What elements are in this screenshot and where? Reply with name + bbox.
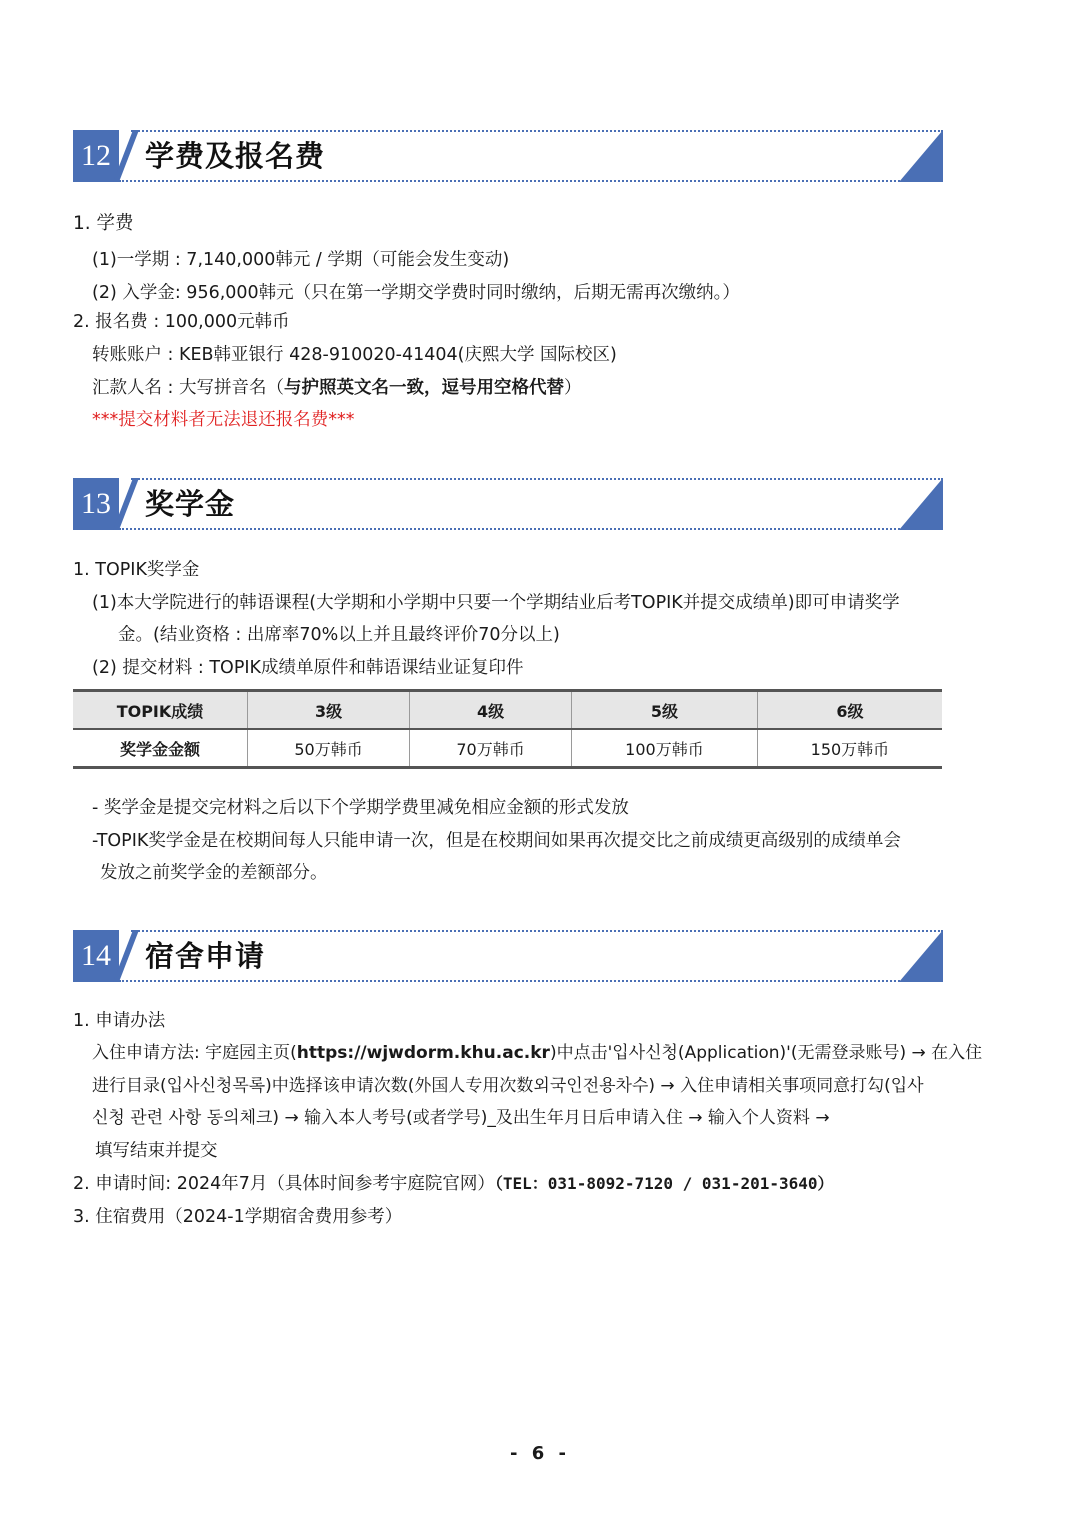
table-cell: 100万韩币 (572, 729, 758, 768)
corner-triangle (899, 478, 943, 530)
page-number: - 6 - (510, 1443, 570, 1464)
dorm-fee: 3. 住宿费用（2024-1学期宿舍费用参考） (73, 1207, 403, 1227)
section-title: 奖学金 (145, 487, 236, 521)
remitter-note: 与护照英文名一致，逗号用空格代替 (284, 378, 565, 398)
header-dotted-top (131, 130, 943, 132)
table-header-cell: TOPIK成绩 (73, 691, 248, 730)
table-header-row (73, 691, 942, 730)
bank-account: 转账账户 : KEB韩亚银行 428-910020-41404(庆熙大学 国际校区) (92, 345, 617, 365)
application-fee: 2. 报名费 : 100,000元韩币 (73, 312, 290, 332)
scholarship-note-3: 发放之前奖学金的差额部分。 (100, 863, 328, 883)
scholarship-condition: (1)本大学院进行的韩语课程(大学期和小学期中只要一个学期结业后考TOPIK并提交成绩单)即可申请奖学 (92, 593, 900, 613)
scholarship-materials: (2) 提交材料 : TOPIK成绩单原件和韩语课结业证复印件 (92, 658, 524, 678)
section-header-14 (73, 930, 943, 982)
admission-fee: (2) 入学金: 956,000韩元（只在第一学期交学费时同时缴纳，后期无需再次缴纳。） (92, 283, 740, 303)
fee-heading: 1. 学费 (73, 213, 134, 234)
dorm-application-time (73, 1171, 834, 1197)
dorm-method-2: 进行目录(입사신청목록)中选择该申请次数(外国人专用次数외국인전용차수) → 入住申请相关事项同意打勾(입사 (92, 1076, 924, 1096)
table-header-cell: 3级 (248, 691, 410, 730)
scholarship-note-1: - 奖学金是提交完材料之后以下个学期学费里减免相应金额的形式发放 (92, 798, 629, 818)
table-cell: 奖学金金额 (73, 729, 248, 768)
section-title: 宿舍申请 (145, 939, 266, 973)
refund-warning: ***提交材料者无法退还报名费*** (92, 410, 355, 430)
section-number: 12 (73, 130, 119, 182)
header-dotted-bottom (119, 528, 943, 530)
remitter-close: ） (564, 378, 582, 398)
header-dotted-bottom (119, 180, 943, 182)
table-header-cell: 5级 (572, 691, 758, 730)
section-title: 学费及报名费 (145, 139, 326, 173)
dorm-website-link[interactable]: https://wjwdorm.khu.ac.kr (296, 1043, 550, 1063)
table-header-cell: 4级 (410, 691, 572, 730)
table-row (73, 729, 942, 768)
header-dotted-top (131, 930, 943, 932)
table-cell: 150万韩币 (757, 729, 942, 768)
dorm-method-3: 신청 관련 사항 동의체크) → 输入本人考号(或者学号)_及出生年月日后申请入住 → 输入个人资料 → (92, 1108, 830, 1128)
section-header-13 (73, 478, 943, 530)
dorm-method-1 (92, 1040, 982, 1066)
table-cell: 50万韩币 (248, 729, 410, 768)
dorm-method-label: 入住申请方法: 宇庭园主页( (92, 1043, 297, 1063)
remitter-label: 汇款人名 : 大写拼音名（ (92, 378, 285, 398)
slash-decoration (113, 930, 139, 982)
corner-triangle (899, 130, 943, 182)
corner-triangle (899, 930, 943, 982)
topik-scholarship-heading: 1. TOPIK奖学金 (73, 560, 200, 580)
table-header-cell: 6级 (757, 691, 942, 730)
section-header-12 (73, 130, 943, 182)
dorm-phone: （TEL：031-8092-7120 / 031-201-3640） (494, 1174, 834, 1193)
scholarship-condition-cont: 金。(结业资格 : 出席率70%以上并且最终评价70分以上) (118, 625, 560, 645)
scholarship-note-2: -TOPIK奖学金是在校期间每人只能申请一次，但是在校期间如果再次提交比之前成绩更高级别的成绩单会 (92, 831, 901, 851)
section-number: 13 (73, 478, 119, 530)
section-number: 14 (73, 930, 119, 982)
tuition-semester: (1)一学期 : 7,140,000韩元 / 学期（可能会发生变动) (92, 250, 510, 270)
slash-decoration (113, 478, 139, 530)
scholarship-table (73, 689, 942, 769)
remitter-name (92, 375, 582, 401)
header-dotted-top (131, 478, 943, 480)
table-cell: 70万韩币 (410, 729, 572, 768)
dorm-method-heading: 1. 申请办法 (73, 1011, 166, 1031)
dorm-time-text: 2. 申请时间: 2024年7月（具体时间参考宇庭院官网） (73, 1174, 495, 1194)
slash-decoration (113, 130, 139, 182)
header-dotted-bottom (119, 980, 943, 982)
dorm-method-4: 填写结束并提交 (95, 1141, 218, 1161)
dorm-method-rest: )中点击'입사신청(Application)'(无需登录账号) → 在入住 (549, 1043, 983, 1063)
